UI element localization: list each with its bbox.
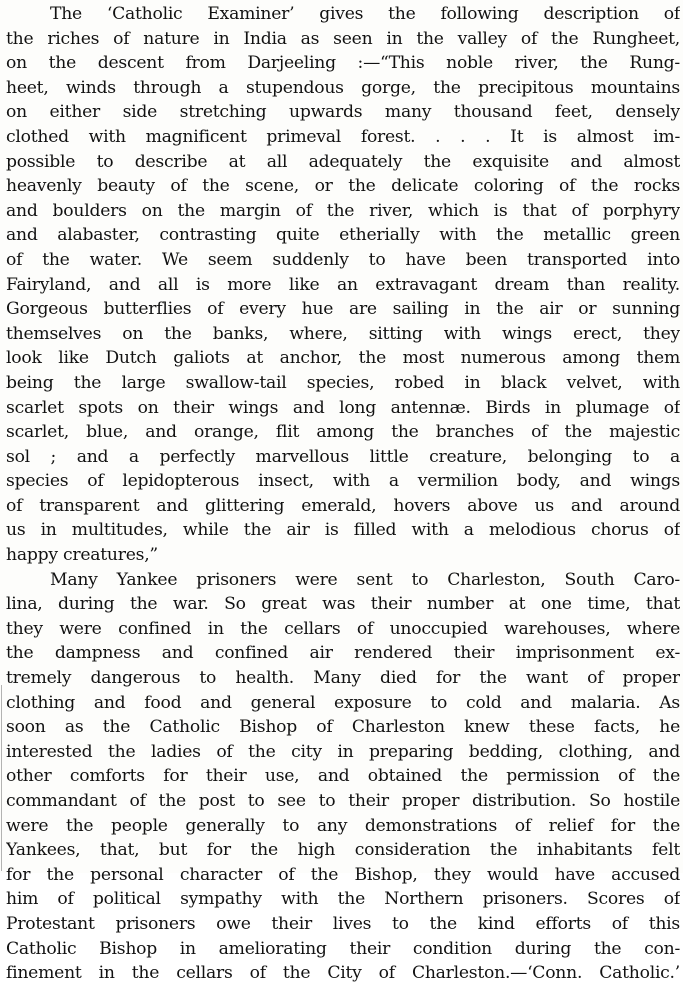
text-line: him of political sympathy with the Northern prisoners. Scores of bbox=[6, 889, 680, 910]
text-line: interested the ladies of the city in preparing bedding, clothing, and bbox=[6, 741, 680, 762]
paragraph-yankee-prisoners bbox=[6, 568, 680, 986]
paragraph-catholic-examiner bbox=[6, 2, 680, 568]
text-line: clothed with magnificent primeval forest. . . . It is almost im- bbox=[6, 126, 680, 147]
text-line: being the large swallow-tail species, robed in black velvet, with bbox=[6, 372, 680, 393]
text-line: of the water. We seem suddenly to have been transported into bbox=[6, 249, 680, 270]
text-line: tremely dangerous to health. Many died for the want of proper bbox=[6, 668, 680, 689]
text-line: on the descent from Darjeeling :—“This noble river, the Rung- bbox=[6, 53, 680, 74]
text-line: they were confined in the cellars of unoccupied warehouses, where bbox=[6, 618, 680, 639]
text-line: us in multitudes, while the air is filled with a melodious chorus of bbox=[6, 520, 680, 541]
text-line: of transparent and glittering emerald, hovers above us and around bbox=[6, 495, 680, 516]
text-line: sol ; and a perfectly marvellous little creature, belonging to a bbox=[6, 446, 680, 467]
text-line: the riches of nature in India as seen in the valley of the Rungheet, bbox=[6, 28, 680, 49]
text-line: for the personal character of the Bishop, they would have accused bbox=[6, 864, 680, 885]
text-line: Yankees, that, but for the high consideration the inhabitants felt bbox=[6, 840, 680, 861]
text-column bbox=[6, 2, 680, 986]
text-line: and alabaster, contrasting quite etherially with the metallic green bbox=[6, 225, 680, 246]
text-line: clothing and food and general exposure to cold and malaria. As bbox=[6, 692, 680, 713]
text-line: look like Dutch galiots at anchor, the most numerous among them bbox=[6, 348, 680, 369]
text-line: Catholic Bishop in ameliorating their condition during the con- bbox=[6, 938, 680, 959]
text-line: finement in the cellars of the City of Charleston.—‘Conn. Catholic.’ bbox=[6, 963, 680, 984]
text-line: Many Yankee prisoners were sent to Charleston, South Caro- bbox=[50, 569, 680, 590]
text-line: Fairyland, and all is more like an extravagant dream than reality. bbox=[6, 274, 680, 295]
text-line: lina, during the war. So great was their number at one time, that bbox=[6, 594, 680, 615]
text-line: happy creatures,” bbox=[6, 545, 158, 566]
text-line: Protestant prisoners owe their lives to the kind efforts of this bbox=[6, 913, 680, 934]
text-line: heet, winds through a stupendous gorge, the precipitous mountains bbox=[6, 77, 680, 98]
text-line: scarlet spots on their wings and long antennæ. Birds in plumage of bbox=[6, 397, 680, 418]
text-line: were the people generally to any demonstrations of relief for the bbox=[6, 815, 680, 836]
text-line: commandant of the post to see to their proper distribution. So hostile bbox=[6, 791, 680, 811]
left-margin-rule bbox=[1, 685, 2, 871]
text-line: scarlet, blue, and orange, flit among the branches of the majestic bbox=[6, 422, 680, 443]
text-line: The ‘Catholic Examiner’ gives the following description of bbox=[50, 4, 680, 24]
text-line: the dampness and confined air rendered their imprisonment ex- bbox=[6, 643, 680, 664]
text-line: other comforts for their use, and obtained the permission of the bbox=[6, 766, 680, 787]
text-line: soon as the Catholic Bishop of Charleston knew these facts, he bbox=[6, 717, 680, 738]
text-line: themselves on the banks, where, sitting with wings erect, they bbox=[6, 323, 680, 344]
text-line: on either side stretching upwards many thousand feet, densely bbox=[6, 102, 680, 123]
text-line: and boulders on the margin of the river, which is that of porphyry bbox=[6, 200, 680, 221]
text-line: heavenly beauty of the scene, or the delicate coloring of the rocks bbox=[6, 176, 680, 197]
text-line: possible to describe at all adequately the exquisite and almost bbox=[6, 151, 680, 172]
text-line: species of lepidopterous insect, with a vermilion body, and wings bbox=[6, 471, 680, 492]
text-line: Gorgeous butterflies of every hue are sailing in the air or sunning bbox=[6, 299, 680, 320]
